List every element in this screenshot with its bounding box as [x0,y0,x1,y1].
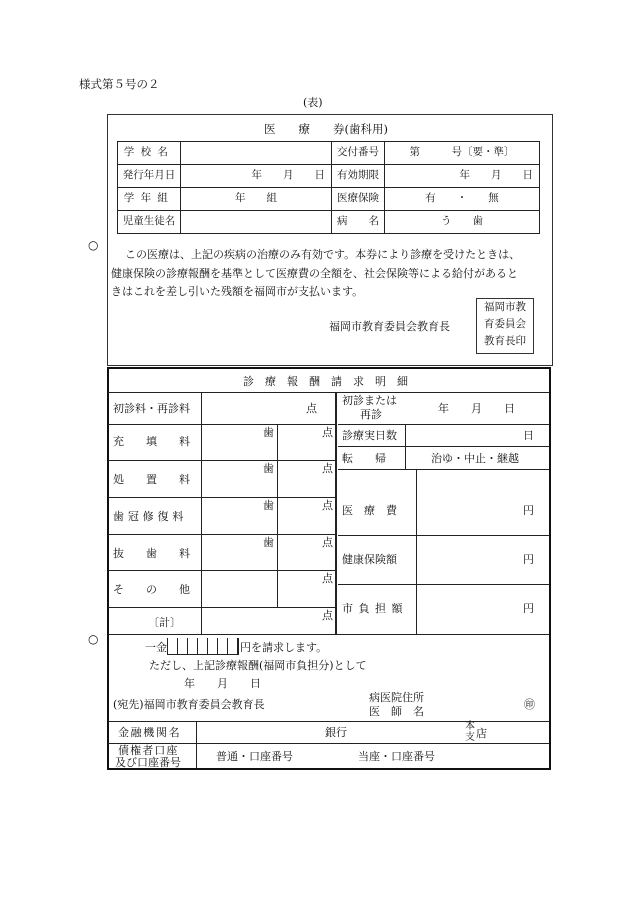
branch-suffix: 店 [476,727,487,740]
punch-hole-bottom: ○ [88,632,99,646]
total-points-unit: 点 [322,609,333,622]
school-label: 学校名 [118,142,181,165]
punch-hole-top: ○ [88,238,99,252]
form-side-label: (表) [303,96,323,109]
form-number: 様式第５号の２ [79,77,160,91]
other-points-unit: 点 [322,572,333,585]
current-account[interactable]: 当座・口座番号 [358,750,435,763]
seal-mark: ㊞ [524,698,535,711]
seal-line-2: 育委員会 [484,318,526,330]
filling-points-unit: 点 [322,426,333,439]
branch-main: 本 [465,721,475,732]
bank-divider-top [108,721,549,722]
claim-date[interactable]: 年 月 日 [184,677,261,690]
first-visit-date[interactable]: 年 月 日 [438,402,515,415]
total-label: 〔計〕 [148,616,181,629]
valid-field[interactable]: 年 月 日 [385,165,540,188]
disease-field: う 歯 [385,211,540,234]
crown-teeth-unit: 歯 [263,499,274,512]
outcome-label: 転 帰 [342,452,386,465]
bank-name-label: 金融機関名 [118,726,182,739]
branch-sub: 支 [465,732,475,743]
treatment-days-unit: 日 [523,429,534,442]
official-seal-box [476,298,534,354]
ticket-info-table [117,141,540,234]
insurance-field[interactable]: 有 ・ 無 [385,188,540,211]
valid-label: 有効期限 [332,165,385,188]
treatment-days-label: 診療実日数 [342,429,397,442]
detail-table [338,392,549,634]
amount-suffix: 円を請求します。 [240,641,328,654]
grade-field[interactable]: 年 組 [181,188,332,211]
first-visit-label-2: 再診 [360,408,382,421]
grade-label: 学年組 [118,188,181,211]
medical-fee-yen: 円 [523,504,534,517]
treatment-points-unit: 点 [322,462,333,475]
claim-detail-title: 診 療 報 酬 請 求 明 細 [243,375,408,388]
ticket-title: 医 療 券(歯科用) [264,122,388,136]
student-name-field[interactable] [181,211,332,234]
doctor-name-label: 医 師 名 [369,705,424,718]
amount-prefix: 一金 [145,641,167,654]
extraction-points-unit: 点 [322,536,333,549]
issue-date-label: 発行年月日 [118,165,181,188]
first-revisit-fee-label: 初診料・再診料 [113,402,190,415]
first-visit-label-1: 初診または [342,394,397,407]
issuer: 福岡市教育委員会教育長 [329,320,450,333]
issue-date-field[interactable]: 年 月 日 [181,165,332,188]
school-field[interactable] [181,142,332,165]
ordinary-account[interactable]: 普通・口座番号 [216,750,293,763]
notice-line-3: きはこれを差し引いた残額を福岡市が支払います。 [111,285,364,298]
seal-line-3: 教育長印 [484,335,526,347]
disease-label: 病 名 [332,211,385,234]
treatment-teeth-unit: 歯 [263,462,274,475]
issue-no-field[interactable]: 第 号〔要・準〕 [385,142,540,165]
crown-restoration-fee-label: 歯冠修復料 [113,510,188,523]
city-share-label: 市負担額 [342,602,408,615]
outcome-value: 治ゆ・中止・継越 [431,452,519,465]
bank-suffix: 銀行 [325,726,347,739]
extraction-teeth-unit: 歯 [263,536,274,549]
city-share-yen: 円 [523,602,534,615]
seal-line-1: 福岡市教 [484,301,526,313]
crown-points-unit: 点 [322,499,333,512]
account-holder-label-1: 債権者口座 [118,744,179,757]
issue-no-label: 交付番号 [332,142,385,165]
student-name-label: 児童生徒名 [118,211,181,234]
medical-fee-label: 医 療 費 [342,504,397,517]
health-insurance-label: 健康保険額 [342,553,397,566]
extraction-fee-label: 抜 歯 料 [113,547,190,560]
treatment-fee-label: 処 置 料 [113,473,190,486]
filling-teeth-unit: 歯 [263,426,274,439]
notice-line-1: この医療は、上記の疾病の治療のみ有効です。本券により診療を受けたときは、 [125,248,521,261]
hospital-address-label: 病医院住所 [369,691,424,704]
other-fee-label: そ の 他 [113,583,190,596]
fee-table [108,392,336,634]
notice-line-2: 健康保険の診療報酬を基準として医療費の全額を、社会保険等による給付があると [111,267,518,280]
account-holder-label-2: 及び口座番号 [115,756,181,769]
table-bottom-divider [108,634,549,635]
first-revisit-fee-unit: 点 [306,402,317,415]
bank-label-divider [196,721,197,768]
addressee: (宛先)福岡市教育委員会教育長 [113,698,265,711]
health-insurance-yen: 円 [523,553,534,566]
insurance-label: 医療保険 [332,188,385,211]
filling-fee-label: 充 填 料 [113,435,190,448]
proviso-text: ただし、上記診療報酬(福岡市負担分)として [149,659,367,672]
amount-boxes[interactable] [167,638,239,655]
